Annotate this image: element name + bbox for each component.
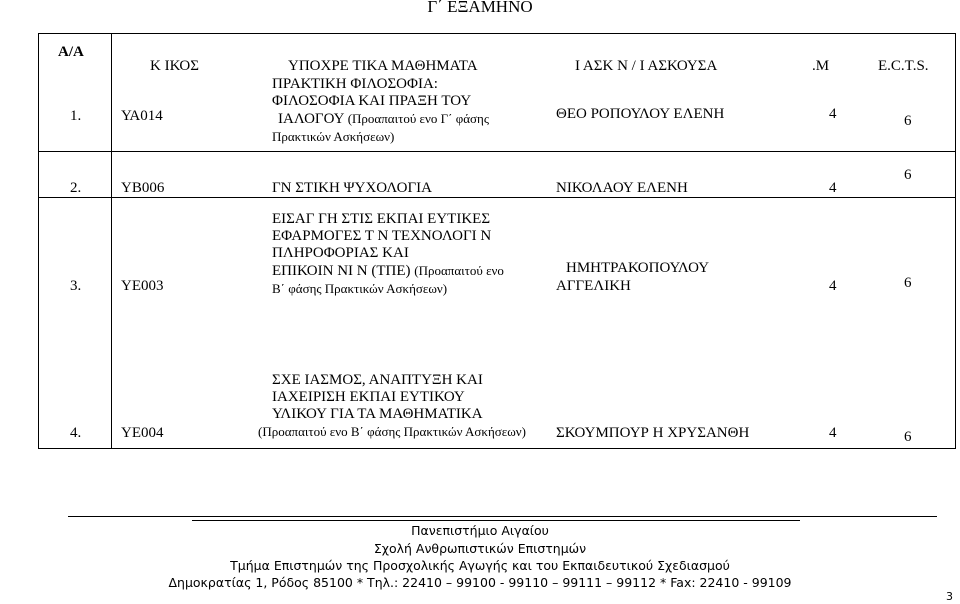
- row-teacher: ΣΚΟΥΜΠΟΥΡ Η ΧΡΥΣΑΝΘΗ: [556, 425, 750, 441]
- row-ects: 6: [904, 167, 912, 183]
- table-divider: [111, 34, 112, 448]
- footer-department: Τμήμα Επιστημών της Προσχολικής Αγωγής και του Εκπαιδευτικού Σχεδιασμού: [230, 558, 730, 573]
- row-aa: 4.: [70, 425, 82, 441]
- row-ects: 6: [904, 113, 912, 129]
- footer-address: Δημοκρατίας 1, Ρόδος 85100 * Τηλ.: 22410 – 99100 - 99110 – 99111 – 99112 * Fax: 22410 - 99109: [168, 575, 792, 590]
- header-teacher: Ι ΑΣΚ Ν / Ι ΑΣΚΟΥΣΑ: [575, 58, 718, 74]
- footer-rule: [68, 516, 937, 517]
- row-course: ΓΝ ΣΤΙΚΗ ΨΥΧΟΛΟΓΙΑ: [272, 180, 432, 196]
- header-course: ΥΠΟΧΡΕ ΤΙΚΑ ΜΑΘΗΜΑΤΑ: [288, 58, 478, 74]
- table-divider: [39, 197, 955, 198]
- row-code: ΥΕ003: [121, 278, 164, 294]
- row-aa: 1.: [70, 108, 82, 124]
- row-course: ΠΡΑΚΤΙΚΗ ΦΙΛΟΣΟΦΙΑ: ΦΙΛΟΣΟΦΙΑ ΚΑΙ ΠΡΑΞΗ ΤΟΥ ΙΑΛΟΓΟΥ (Προαπαιτού ενο Γ΄ φάσης Πρακτικών Ασκήσεων): [272, 76, 489, 144]
- row-code: ΥΒ006: [121, 180, 165, 196]
- row-aa: 2.: [70, 180, 82, 196]
- row-code: ΥΕ004: [121, 425, 164, 441]
- row-weekly-hours: 4: [829, 106, 837, 122]
- row-course: ΕΙΣΑΓ ΓΗ ΣΤΙΣ ΕΚΠΑΙ ΕΥΤΙΚΕΣ ΕΦΑΡΜΟΓΕΣ Τ Ν ΤΕΧΝΟΛΟΓΙ Ν ΠΛΗΡΟΦΟΡΙΑΣ ΚΑΙ ΕΠΙΚΟΙΝ ΝΙ Ν (ΤΠΕ) (Προαπαιτού ενο Β΄ φάσης Πρακτικών Ασκήσεων): [272, 211, 504, 296]
- row-teacher: ΘΕΟ ΡΟΠΟΥΛΟΥ ΕΛΕΝΗ: [556, 106, 725, 122]
- row-weekly-hours: 4: [829, 180, 837, 196]
- row-weekly-hours: 4: [829, 278, 837, 294]
- header-code: Κ ΙΚΟΣ: [150, 58, 199, 74]
- header-ects: E.C.T.S.: [878, 58, 929, 74]
- row-weekly-hours: 4: [829, 425, 837, 441]
- page-number: 3: [946, 590, 953, 603]
- row-teacher: ΝΙΚΟΛΑΟΥ ΕΛΕΝΗ: [556, 180, 688, 196]
- row-code: ΥΑ014: [121, 108, 163, 124]
- row-aa: 3.: [70, 278, 82, 294]
- footer-university: Πανεπιστήμιο Αιγαίου: [411, 523, 549, 538]
- header-aa: Α/Α: [58, 44, 84, 60]
- row-ects: 6: [904, 275, 912, 291]
- page-title: Γ΄ ΕΞΑΜΗΝΟ: [427, 0, 533, 16]
- footer-rule: [192, 520, 800, 521]
- header-weekly-hours: .Μ: [812, 58, 830, 74]
- row-course: ΣΧΕ ΙΑΣΜΟΣ, ΑΝΑΠΤΥΞΗ ΚΑΙ ΙΑΧΕΙΡΙΣΗ ΕΚΠΑΙ ΕΥΤΙΚΟΥ ΥΛΙΚΟΥ ΓΙΑ ΤΑ ΜΑΘΗΜΑΤΙΚΑ (Προαπαιτού ενο Β΄ φάσης Πρακτικών Ασκήσεων): [258, 372, 526, 439]
- row-teacher: ΗΜΗΤΡΑΚΟΠΟΥΛΟΥ ΑΓΓΕΛΙΚΗ: [556, 260, 710, 294]
- row-ects: 6: [904, 429, 912, 445]
- table-divider: [39, 151, 955, 152]
- footer-school: Σχολή Ανθρωπιστικών Επιστημών: [373, 541, 587, 556]
